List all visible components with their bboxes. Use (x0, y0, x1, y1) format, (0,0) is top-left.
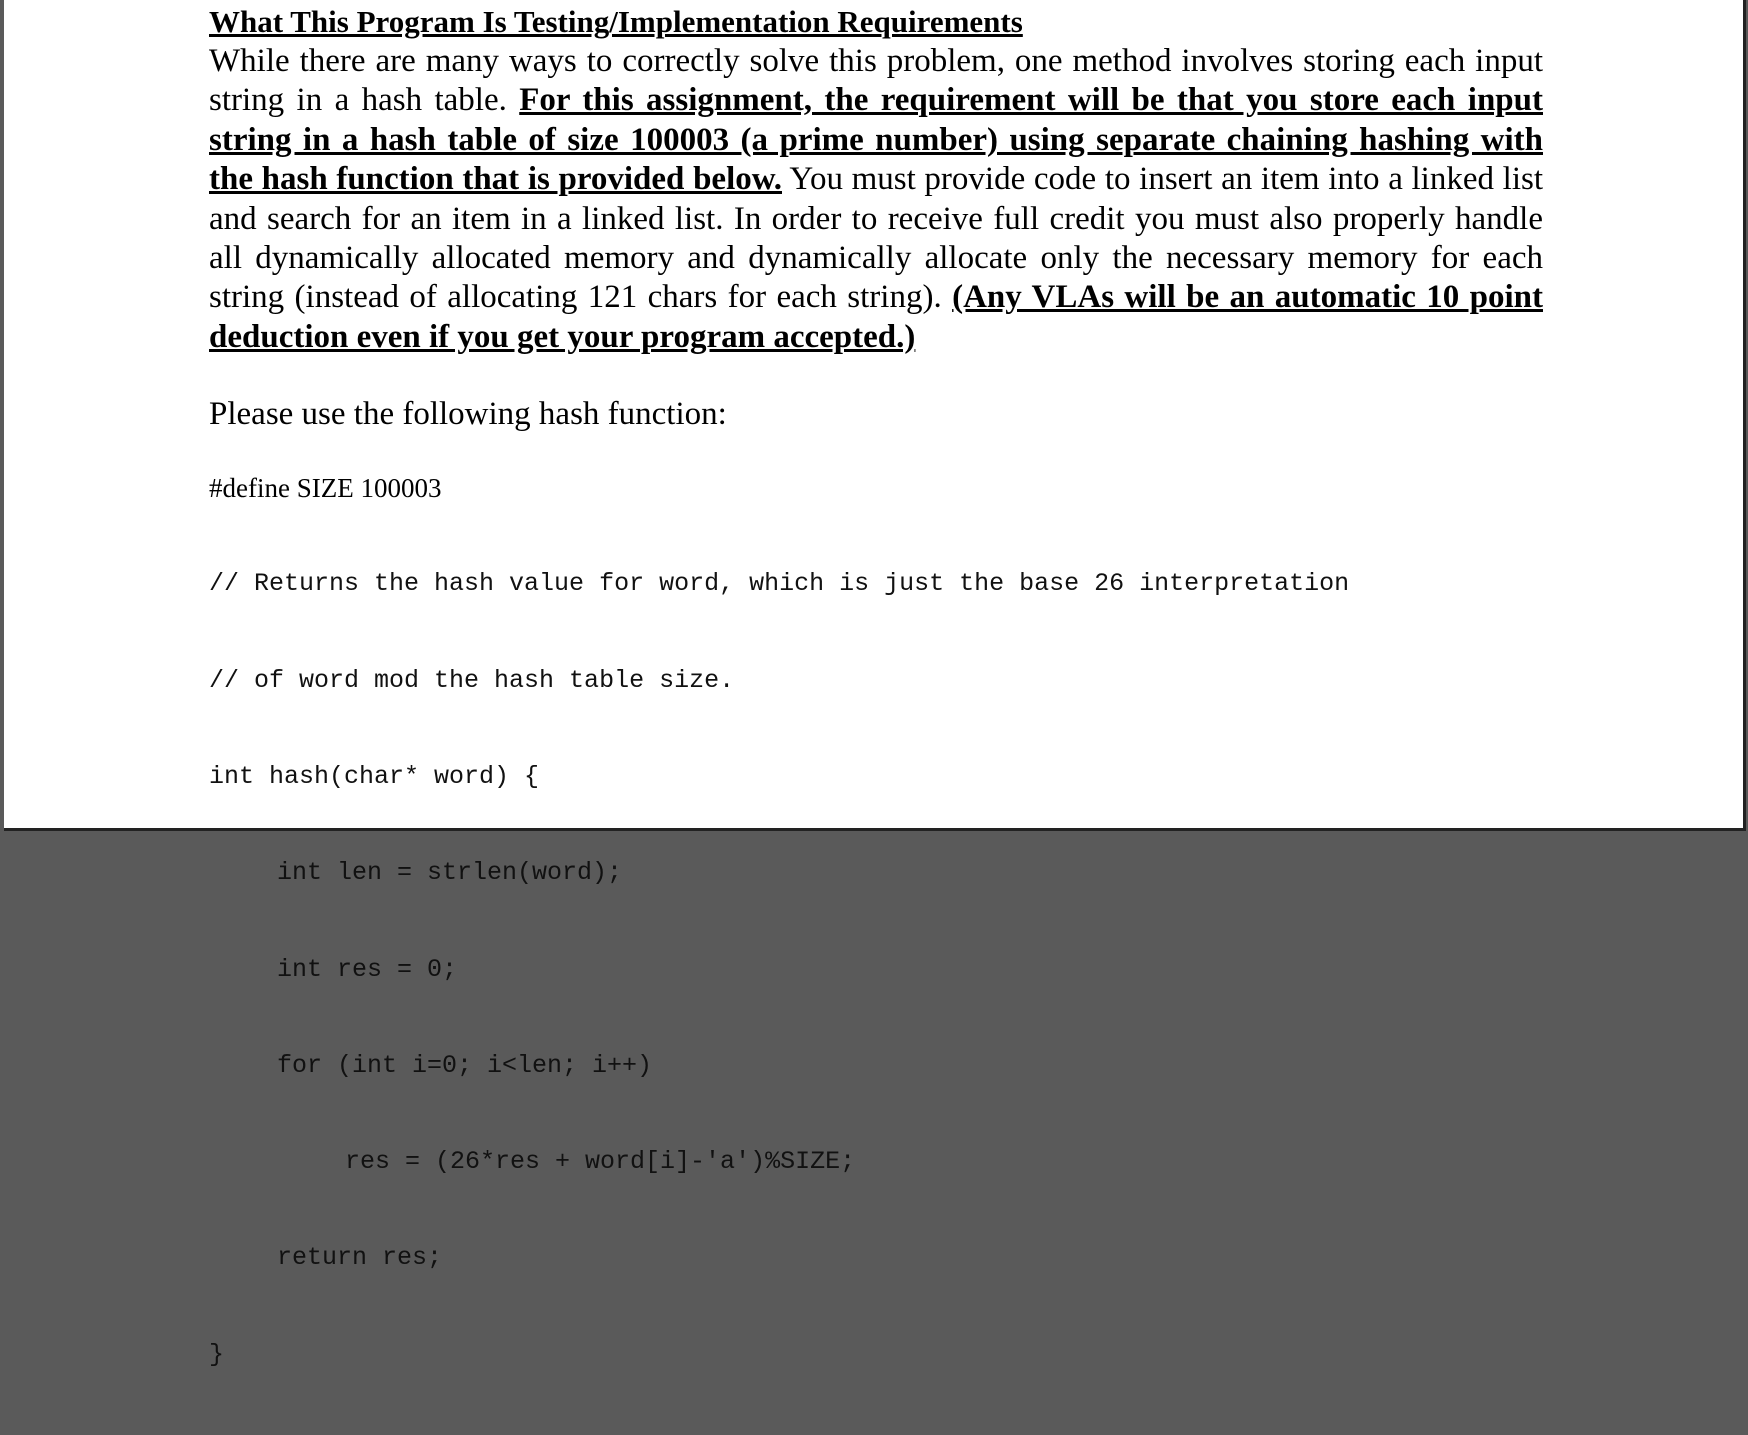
hash-function-code (209, 504, 1543, 1435)
hash-function-intro: Please use the following hash function: (209, 396, 727, 433)
code-comment-line: // of word mod the hash table size. (209, 665, 735, 695)
paragraph-intro-text: While there are many ways to correctly solve this problem, one method involves storing each input string in a hash table. (209, 43, 1543, 119)
code-line: int len = strlen(word); (277, 858, 623, 888)
code-line: int res = 0; (277, 954, 458, 984)
code-comment-line: // Returns the hash value for word, which is just the base 26 interpretation (209, 569, 1350, 599)
define-size-line: #define SIZE 100003 (209, 473, 442, 504)
paragraph-requirement-emphasis: For this assignment, the requirement will be that you store each input string in a hash table of size 100003 (a prime number) using separate chaining hashing with the hash function that is provided below. (209, 82, 1543, 198)
code-closing-brace: } (209, 1339, 225, 1369)
paragraph-vla-warning: (Any VLAs will be an automatic 10 point deduction even if you get your program accepted.) (209, 279, 1543, 355)
code-return-line: return res; (277, 1243, 443, 1273)
section-heading: What This Program Is Testing/Implementation Requirements (209, 4, 1023, 39)
requirements-paragraph (209, 42, 1543, 357)
document-content (209, 0, 1543, 1435)
code-function-signature: int hash(char* word) { (209, 762, 540, 791)
paragraph-body-text: You must provide code to insert an item into a linked list and search for an item in a linked list. In order to receive full credit you must also properly handle all dynamically allocated memory and dynamically allocate only the necessary memory for each string (instead of allocating 121 chars for each string). (209, 161, 1543, 316)
code-loop-body: res = (26*res + word[i]-'a')%SIZE; (345, 1147, 856, 1177)
code-loop-line: for (int i=0; i<len; i++) (277, 1050, 653, 1080)
document-page (4, 0, 1746, 1369)
